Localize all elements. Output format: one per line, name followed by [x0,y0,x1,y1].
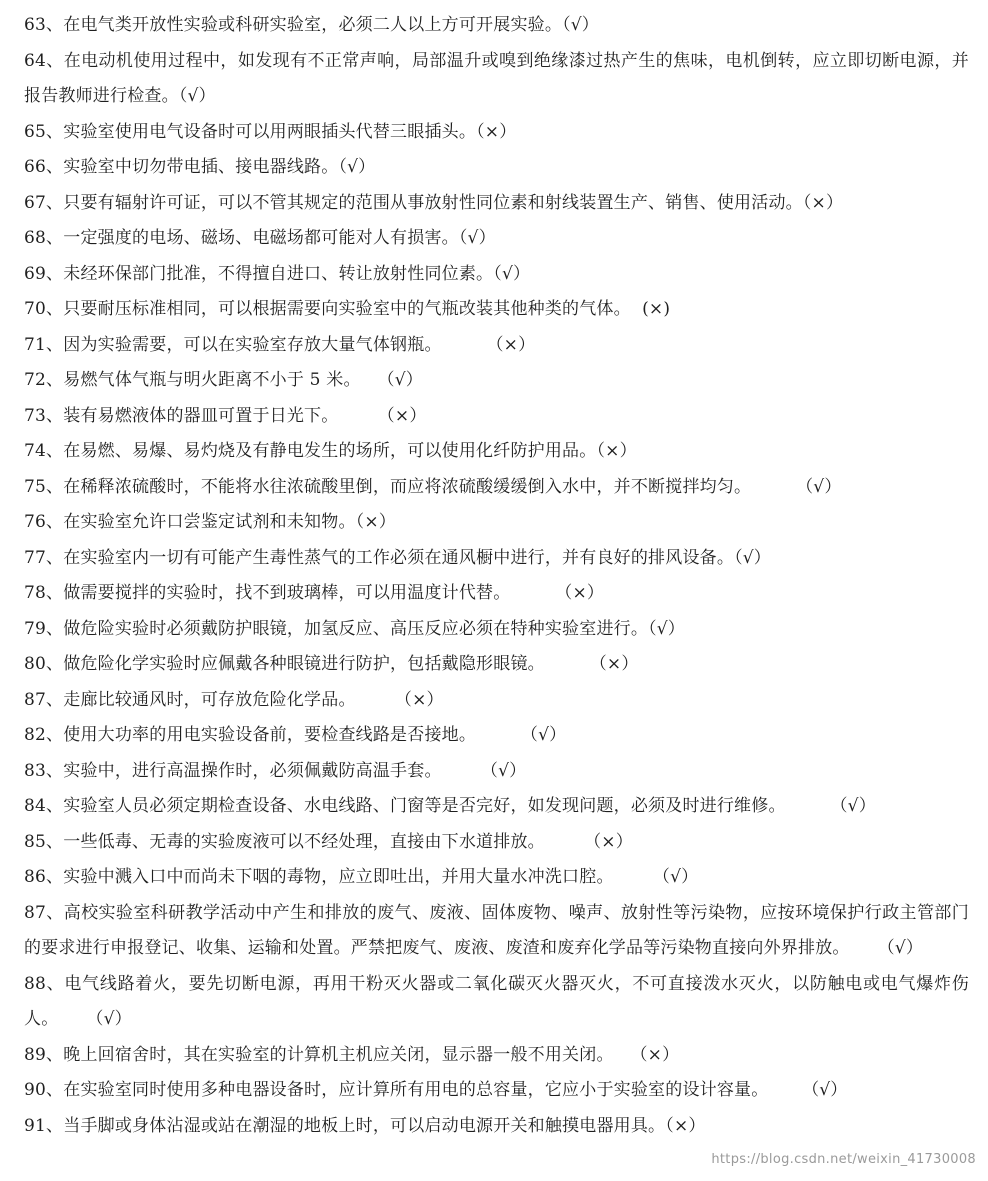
question-separator: 、 [46,583,64,603]
question-separator: 、 [46,441,64,461]
question-item [24,470,969,506]
answer-mark: （√） [441,760,527,781]
question-separator: 、 [46,370,64,390]
answer-mark: （√） [849,938,924,958]
question-number: 90 [24,1080,47,1100]
question-item [24,1073,969,1109]
question-number: 87 [24,902,47,923]
question-number: 75 [24,476,47,497]
answer-mark: （√） [178,86,216,106]
question-number: 88 [24,973,47,994]
question-separator: 、 [46,973,65,994]
question-number: 63 [24,15,47,35]
question-item [24,896,969,967]
question-number: 86 [24,867,47,887]
question-item [24,541,969,577]
question-item [24,683,969,719]
question-separator: 、 [46,689,64,710]
question-number: 87 [24,689,47,710]
answer-mark: （√） [458,228,496,248]
question-separator: 、 [46,263,64,284]
question-separator: 、 [46,121,64,142]
question-item [24,328,969,364]
answer-mark: （×） [355,512,397,532]
question-text: 在稀释浓硫酸时，不能将水往浓硫酸里倒，而应将浓硫酸缓缓倒入水中，并不断搅拌均匀。 [63,476,752,497]
answer-mark: （√） [58,1009,132,1029]
question-item [24,186,969,222]
question-separator: 、 [46,228,64,248]
question-item [24,612,969,648]
question-text: 只要耐压标准相同，可以根据需要向实验室中的气瓶改装其他种类的气体。 [63,299,631,319]
answer-mark: （×） [355,689,444,710]
question-item [24,1038,969,1074]
answer-mark: （×） [441,334,536,355]
answer-mark: （×） [544,831,633,852]
answer-mark: （√） [613,867,699,887]
question-text: 实验室中切勿带电插、接电器线路。 [63,157,339,177]
question-number: 65 [24,121,47,142]
question-text: 走廊比较通风时，可存放危险化学品。 [63,689,356,710]
question-separator: 、 [46,618,64,639]
question-number: 67 [24,192,47,213]
question-item [24,150,969,186]
question-separator: 、 [46,476,64,497]
question-number: 77 [24,547,47,568]
answer-mark: （√） [360,370,423,390]
question-separator: 、 [46,157,64,177]
question-separator: 、 [46,15,64,35]
watermark: https://blog.csdn.net/weixin_41730008 [711,1152,976,1167]
question-item [24,647,969,683]
question-item [24,221,969,257]
question-number: 71 [24,334,47,355]
question-text: 做危险实验时必须戴防护眼镜，加氢反应、高压反应必须在特种实验室进行。 [63,618,649,639]
question-text: 一些低毒、无毒的实验废液可以不经处理，直接由下水道排放。 [63,831,545,852]
question-item [24,1109,969,1145]
question-separator: 、 [46,50,64,71]
answer-mark: （×） [802,192,844,213]
question-separator: 、 [46,405,64,426]
answer-mark: （×） [665,1115,706,1136]
question-item [24,399,969,435]
question-separator: 、 [46,725,64,745]
answer-mark: (×) [630,299,671,319]
question-text: 因为实验需要，可以在实验室存放大量气体钢瓶。 [63,334,442,355]
question-item [24,115,969,151]
answer-mark: （√） [734,547,771,568]
answer-mark: （√） [768,1080,848,1100]
question-item [24,434,969,470]
answer-mark: （√） [338,157,376,177]
question-number: 78 [24,583,47,603]
question-separator: 、 [46,902,64,923]
question-text: 一定强度的电场、磁场、电磁场都可能对人有损害。 [63,228,459,248]
question-text: 在实验室内一切有可能产生毒性蒸气的工作必须在通风橱中进行，并有良好的排风设备。 [63,547,735,568]
question-text: 实验室使用电气设备时可以用两眼插头代替三眼插头。 [63,121,477,142]
answer-mark: （√） [476,725,567,745]
question-separator: 、 [46,192,64,213]
question-text: 未经环保部门批准，不得擅自进口、转让放射性同位素。 [63,263,494,284]
question-item [24,825,969,861]
question-text: 实验中溅入口中而尚未下咽的毒物，应立即吐出，并用大量水冲洗口腔。 [63,867,614,887]
question-text: 在实验室允许口尝鉴定试剂和未知物。 [63,512,356,532]
question-item [24,718,969,754]
question-separator: 、 [46,299,64,319]
question-number: 72 [24,370,47,390]
question-separator: 、 [46,334,64,355]
question-number: 73 [24,405,47,426]
question-text: 在电气类开放性实验或科研实验室，必须二人以上方可开展实验。 [63,15,563,35]
question-number: 84 [24,796,47,816]
question-number: 76 [24,512,47,532]
question-number: 74 [24,441,47,461]
question-item [24,505,969,541]
question-text: 装有易燃液体的器皿可置于日光下。 [63,405,339,426]
answer-mark: （×） [338,405,427,426]
question-number: 66 [24,157,47,177]
question-number: 69 [24,263,47,284]
question-text: 电气线路着火，要先切断电源，再用干粉灭火器或二氧化碳灭火器灭火，不可直接泼水灭火，以防触电或电气爆炸伤人。 [24,973,970,1029]
question-text: 在易燃、易爆、易灼烧及有静电发生的场所，可以使用化纤防护用品。 [63,441,597,461]
question-separator: 、 [46,654,64,674]
question-text: 使用大功率的用电实验设备前，要检查线路是否接地。 [63,725,477,745]
question-item [24,860,969,896]
question-item [24,967,969,1038]
question-text: 当手脚或身体沾湿或站在潮湿的地板上时，可以启动电源开关和触摸电器用具。 [63,1115,666,1136]
question-text: 在实验室同时使用多种电器设备时，应计算所有用电的总容量，它应小于实验室的设计容量。 [63,1080,769,1100]
question-text: 晚上回宿舍时，其在实验室的计算机主机应关闭，显示器一般不用关闭。 [63,1044,614,1065]
question-number: 83 [24,760,47,781]
question-number: 91 [24,1115,47,1136]
question-number: 64 [24,50,47,71]
question-list [24,8,969,1144]
question-separator: 、 [46,796,64,816]
question-item [24,363,969,399]
question-separator: 、 [46,831,64,852]
answer-mark: （×） [596,441,637,461]
question-number: 85 [24,831,47,852]
question-text: 在电动机使用过程中，如发现有不正常声响，局部温升或嗅到绝缘漆过热产生的焦味，电机倒转，应立即切断电源，并报告教师进行检查。 [24,50,970,106]
question-number: 82 [24,725,47,745]
question-item [24,257,969,293]
answer-mark: （√） [648,618,685,639]
answer-mark: （×） [613,1044,680,1065]
question-number: 70 [24,299,47,319]
question-separator: 、 [46,867,64,887]
answer-mark: （√） [751,476,842,497]
answer-mark: （√） [493,263,531,284]
question-separator: 、 [46,512,64,532]
question-item [24,576,969,612]
question-item [24,789,969,825]
question-text: 做危险化学实验时应佩戴各种眼镜进行防护，包括戴隐形眼镜。 [63,654,545,674]
answer-mark: （√） [562,15,599,35]
answer-mark: （×） [510,583,605,603]
question-item [24,8,969,44]
question-text: 只要有辐射许可证，可以不管其规定的范围从事放射性同位素和射线装置生产、销售、使用活动。 [63,192,803,213]
question-number: 68 [24,228,47,248]
question-text: 高校实验室科研教学活动中产生和排放的废气、废液、固体废物、噪声、放射性等污染物，应按环境保护行政主管部门的要求进行申报登记、收集、运输和处置。严禁把废气、废液、废渣和废弃化学品等污染物直接向外界排放。 [24,902,970,958]
question-text: 易燃气体气瓶与明火距离不小于 5 米。 [63,370,361,390]
question-text: 实验室人员必须定期检查设备、水电线路、门窗等是否完好，如发现问题，必须及时进行维修。 [63,796,786,816]
question-item [24,292,969,328]
question-text: 实验中，进行高温操作时，必须佩戴防高温手套。 [63,760,442,781]
question-separator: 、 [46,1044,64,1065]
question-separator: 、 [46,1080,64,1100]
answer-mark: （√） [785,796,876,816]
question-separator: 、 [46,1115,64,1136]
question-item [24,754,969,790]
question-item [24,44,969,115]
answer-mark: （×） [476,121,517,142]
question-number: 80 [24,654,47,674]
answer-mark: （×） [544,654,639,674]
question-number: 89 [24,1044,47,1065]
question-separator: 、 [46,547,64,568]
question-number: 79 [24,618,47,639]
question-separator: 、 [46,760,64,781]
question-text: 做需要搅拌的实验时，找不到玻璃棒，可以用温度计代替。 [63,583,511,603]
